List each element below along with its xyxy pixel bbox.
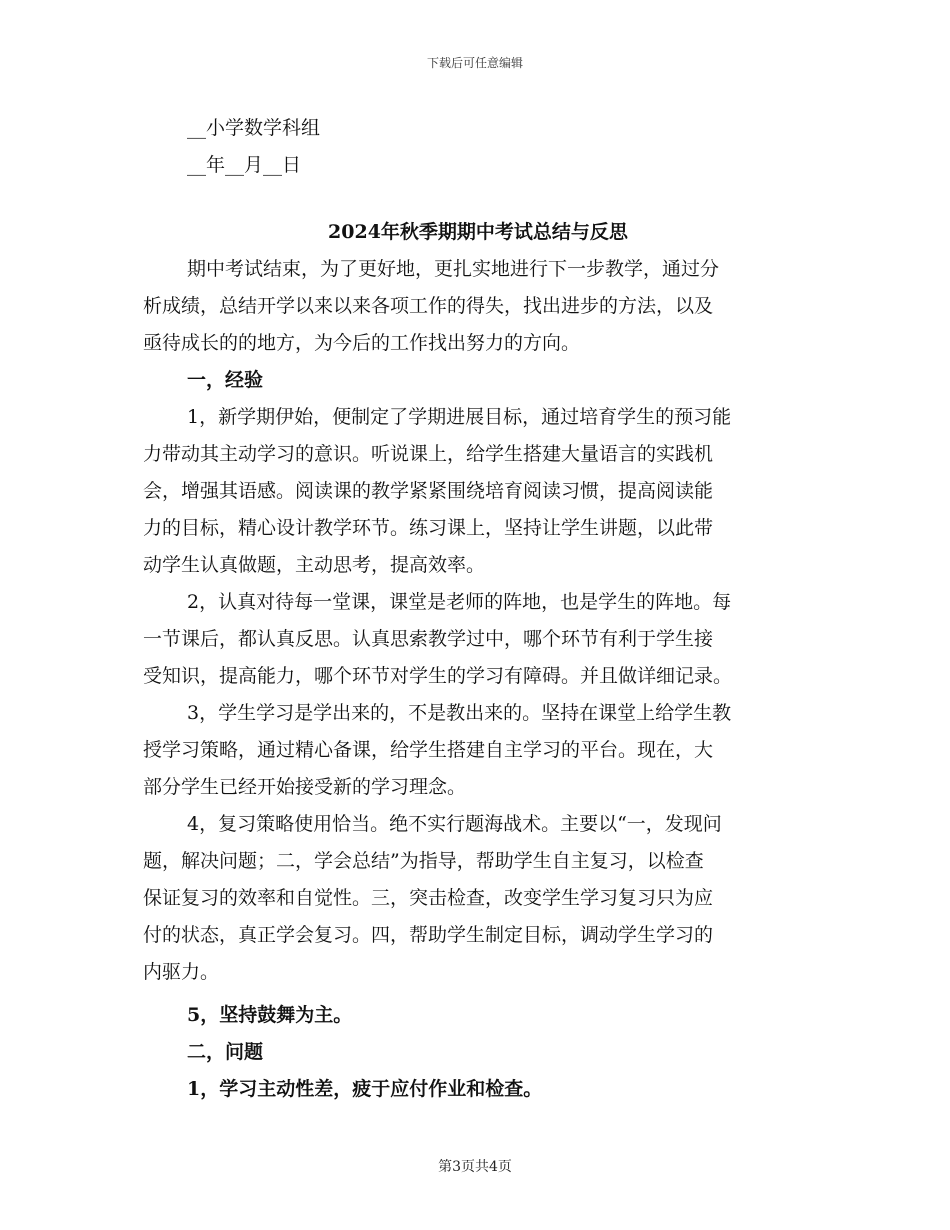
intro-paragraph [143, 251, 813, 362]
paragraph-line: 题，解决问题；二，学会总结”为指导，帮助学生自主复习，以检查 [143, 850, 704, 872]
paragraph-line: 内驱力。 [143, 961, 220, 983]
paragraph-line: 4，复习策略使用恰当。绝不实行题海战术。主要以“一，发现问 [187, 813, 722, 835]
paragraph-line: 1，新学期伊始，便制定了学期进展目标，通过培育学生的预习能 [187, 406, 732, 428]
page-header: 下载后可任意编辑 [426, 56, 523, 70]
paragraph-line: 部分学生已经开始接受新的学习理念。 [143, 776, 467, 798]
intro-line: 析成绩，总结开学以来以来各项工作的得失，找出进步的方法，以及 [143, 295, 714, 317]
experience-item-2 [143, 584, 813, 695]
section-heading-experience: 一，经验 [187, 369, 264, 391]
signoff-org: __小学数学科组 [187, 117, 321, 139]
experience-item-3 [143, 695, 813, 806]
paragraph-line: 保证复习的效率和自觉性。三，突击检查，改变学生学习复习只为应 [143, 887, 714, 909]
intro-line: 亟待成长的的地方，为今后的工作找出努力的方向。 [143, 332, 581, 354]
paragraph-line: 力带动其主动学习的意识。听说课上，给学生搭建大量语言的实践机 [143, 443, 714, 465]
paragraph-line: 付的状态，真正学会复习。四，帮助学生制定目标，调动学生学习的 [143, 924, 714, 946]
paragraph-line: 授学习策略，通过精心备课，给学生搭建自主学习的平台。现在，大 [143, 739, 714, 761]
intro-line: 期中考试结束，为了更好地，更扎实地进行下一步教学，通过分 [187, 258, 720, 280]
paragraph-line: 受知识，提高能力，哪个环节对学生的学习有障碍。并且做详细记录。 [143, 665, 733, 687]
document-body [143, 110, 813, 1108]
paragraph-line: 3，学生学习是学出来的，不是教出来的。坚持在课堂上给学生教 [187, 702, 732, 724]
paragraph-line: 2，认真对待每一堂课，课堂是老师的阵地，也是学生的阵地。每 [187, 591, 732, 613]
paragraph-line: 动学生认真做题，主动思考，提高效率。 [143, 554, 486, 576]
experience-item-4 [143, 806, 813, 991]
signoff-date: __年__月__日 [187, 154, 302, 176]
page-footer: 第3页共4页 [438, 1159, 512, 1175]
paragraph-line: 一节课后，都认真反思。认真思索教学过中，哪个环节有利于学生接 [143, 628, 714, 650]
paragraph-line: 力的目标，精心设计教学环节。练习课上，坚持让学生讲题，以此带 [143, 517, 714, 539]
experience-item-5: 5，坚持鼓舞为主。 [187, 1004, 353, 1026]
experience-item-1 [143, 399, 813, 584]
problem-item-1: 1，学习主动性差，疲于应付作业和检查。 [187, 1078, 543, 1100]
document-title: 2024年秋季期期中考试总结与反思 [328, 221, 628, 243]
paragraph-line: 会，增强其语感。阅读课的教学紧紧围绕培育阅读习惯，提高阅读能 [143, 480, 714, 502]
section-heading-problems: 二，问题 [187, 1041, 264, 1063]
